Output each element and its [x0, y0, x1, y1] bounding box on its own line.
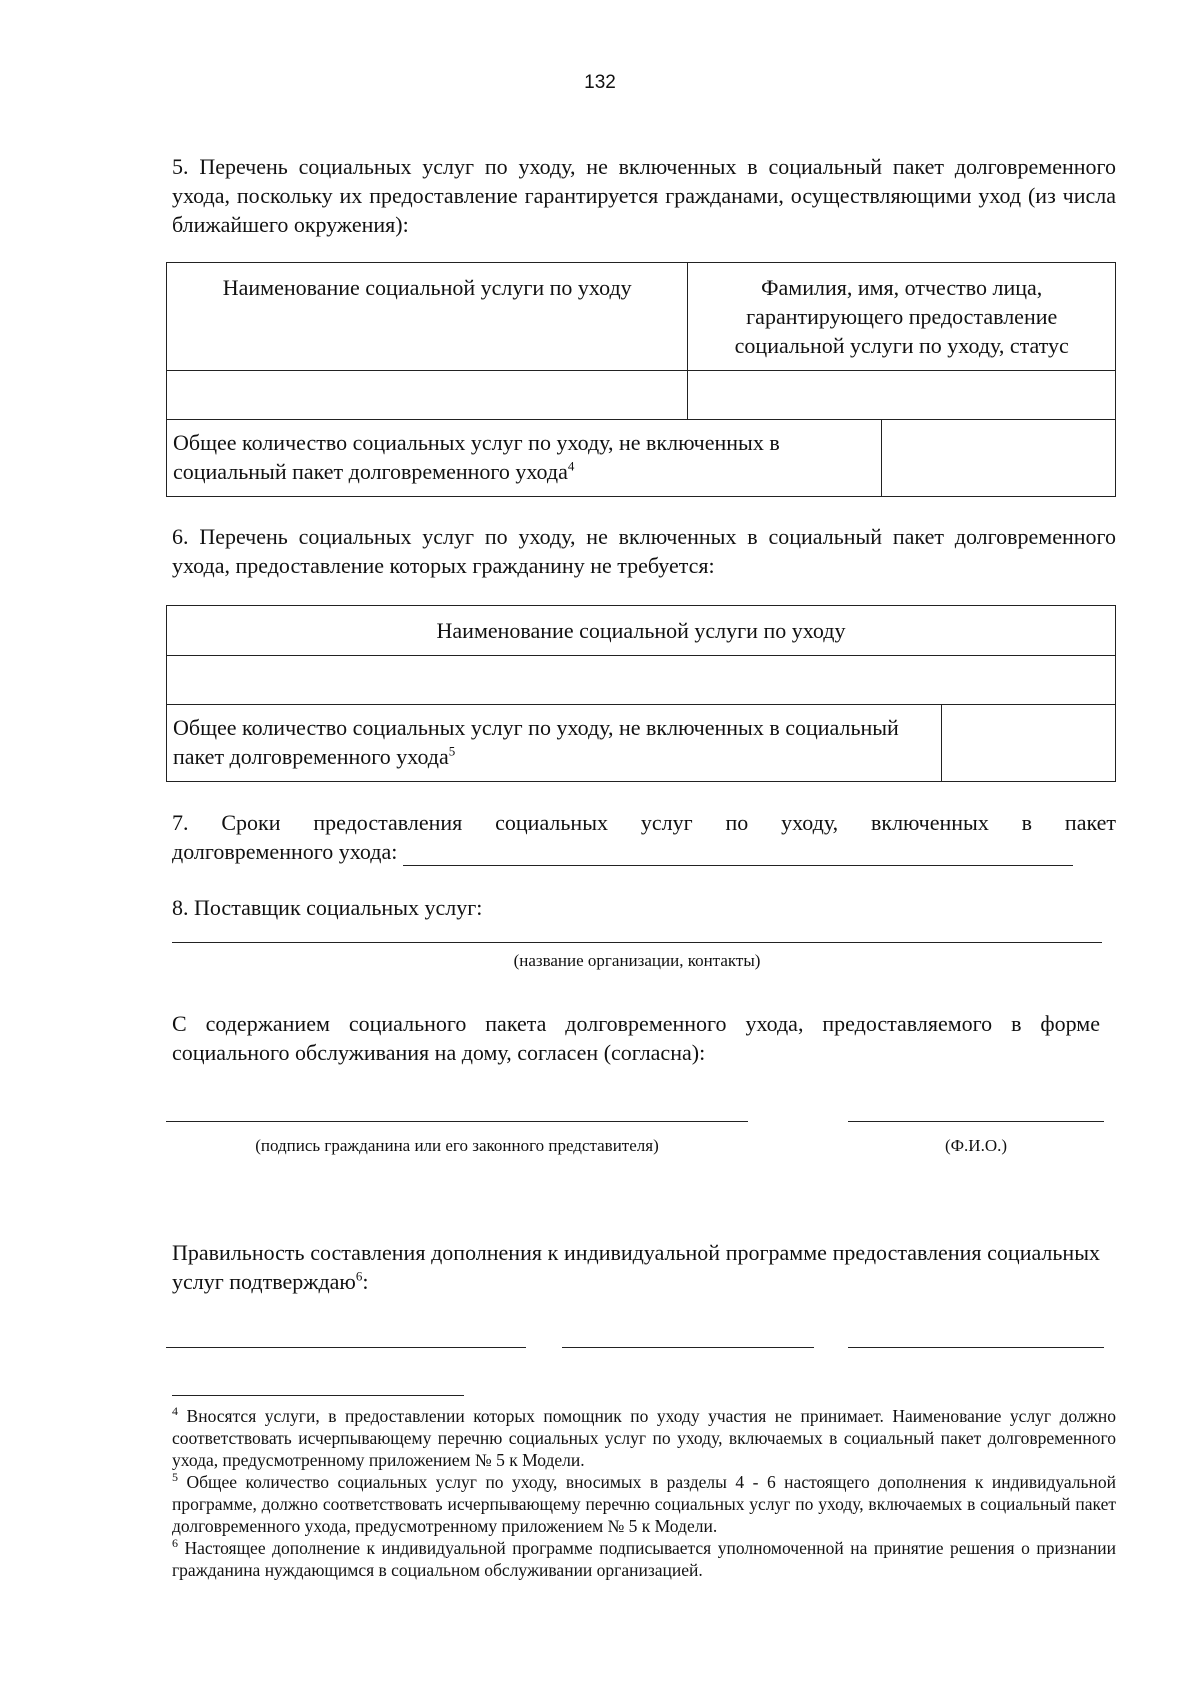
footnote-ref-4: 4	[567, 458, 575, 474]
section8-heading: 8. Поставщик социальных услуг:	[172, 895, 483, 920]
provider-field[interactable]	[172, 942, 1102, 943]
footnotes	[172, 1405, 1116, 1581]
section6-total-value-cell[interactable]	[942, 705, 1116, 782]
provider-caption: (название организации, контакты)	[513, 951, 761, 970]
footnote-4: $^4$ Вносятся услуги, в предоставлении которых помощник по уходу участия не принимает. Наименование услуг должно соответствовать исчерпывающему перечню социальных услуг по уходу, включаемых в социальный пакет долговременного ухода, предусмотренному приложением № 5 к Модели.	[172, 1404, 1116, 1470]
footnote-rule	[172, 1395, 464, 1396]
section5-table	[166, 262, 1116, 497]
footnote-ref-5: 5	[448, 743, 456, 759]
footnote-ref-6: 6	[355, 1268, 363, 1284]
footnote-6: $^6$ Настоящее дополнение к индивидуальной программе подписывается уполномоченной на принятие решения о признании гражданина нуждающимся в социальном обслуживании организацией.	[172, 1536, 1116, 1580]
section5-col1-header: Наименование социальной услуги по уходу	[167, 263, 688, 371]
confirmation-text: Правильность составления дополнения к индивидуальной программе предоставления социальных услуг подтверждаю$^6$:	[172, 1240, 1100, 1294]
section6-total-label: Общее количество социальных услуг по уходу, не включенных в социальный пакет долговременного ухода$^5$	[167, 705, 942, 782]
signature-caption: (подпись гражданина или его законного представителя)	[255, 1136, 659, 1155]
confirmation-field-1[interactable]	[166, 1347, 526, 1348]
section6-table	[166, 605, 1116, 782]
name-field[interactable]	[848, 1121, 1104, 1122]
section6-service-cell[interactable]	[167, 656, 1116, 705]
name-caption: (Ф.И.О.)	[944, 1136, 1008, 1155]
section5-heading: 5. Перечень социальных услуг по уходу, не включенных в социальный пакет долговременного ухода, поскольку их предоставление гарантируется гражданами, осуществляющими уход (из числа ближайшего окружения):	[172, 154, 1116, 237]
section7-line1: 7. Сроки предоставления социальных услуг по уходу, включенных в пакет	[172, 810, 1116, 835]
section5-total-value-cell[interactable]	[882, 420, 1116, 497]
section7-terms-field[interactable]	[403, 843, 1073, 866]
confirmation-field-2[interactable]	[562, 1347, 814, 1348]
signature-field[interactable]	[166, 1121, 748, 1122]
section5-person-cell[interactable]	[688, 371, 1116, 420]
section6-heading: 6. Перечень социальных услуг по уходу, не включенных в социальный пакет долговременного ухода, предоставление которых гражданину не требуется:	[172, 524, 1116, 578]
section5-service-cell[interactable]	[167, 371, 688, 420]
footnote-5: $^5$ Общее количество социальных услуг по уходу, вносимых в разделы 4 - 6 настоящего дополнения к индивидуальной программе, должно соответствовать исчерпывающему перечню социальных услуг по уходу, включаемых в социальный пакет долговременного ухода, предусмотренному приложением № 5 к Модели.	[172, 1470, 1116, 1536]
confirmation-field-3[interactable]	[848, 1347, 1104, 1348]
section7-line2: долговременного ухода:	[172, 837, 1116, 866]
section5-total-label: Общее количество социальных услуг по уходу, не включенных в социальный пакет долговременного ухода$^4$	[167, 420, 882, 497]
section6-col-header: Наименование социальной услуги по уходу	[167, 606, 1116, 656]
consent-text: С содержанием социального пакета долговременного ухода, предоставляемого в форме социального обслуживания на дому, согласен (согласна):	[172, 1011, 1100, 1065]
page-number: 132	[584, 72, 616, 93]
section5-col2-header: Фамилия, имя, отчество лица, гарантирующего предоставление социальной услуги по уходу, статус	[688, 263, 1116, 371]
